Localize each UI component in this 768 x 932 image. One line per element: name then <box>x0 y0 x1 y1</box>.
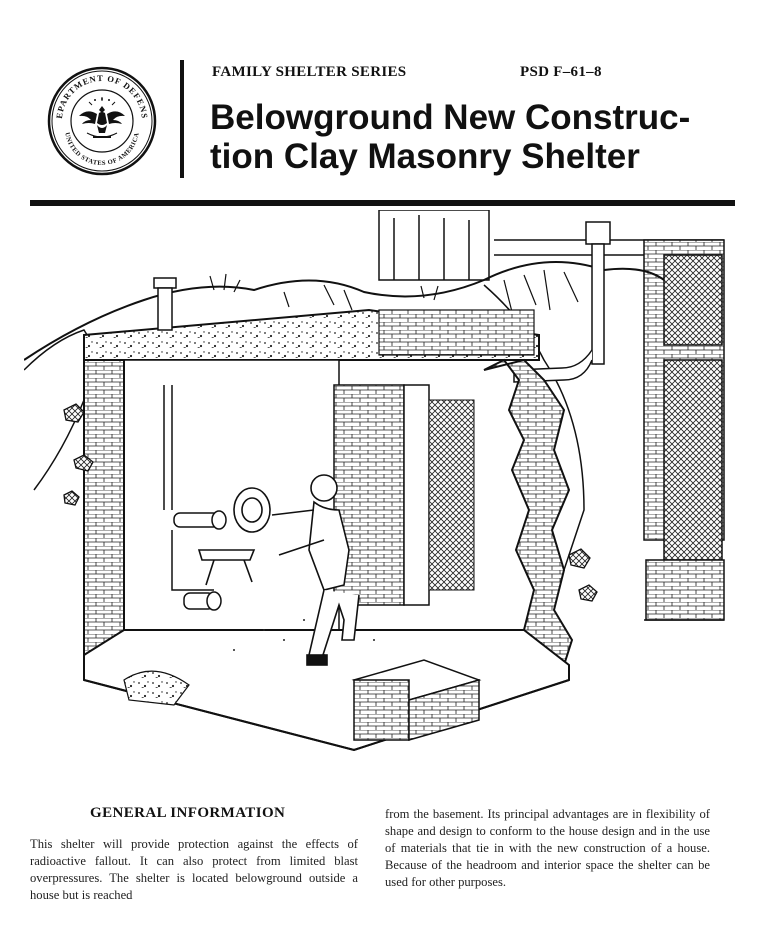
series-label: FAMILY SHELTER SERIES <box>212 64 407 80</box>
department-of-defense-seal <box>47 66 157 176</box>
header-horizontal-rule <box>30 200 735 206</box>
body-text-left-column: This shelter will provide protection against the effects of radioactive fallout. It can also protect from limited blast overpressures. The shelter is located belowground outside a house but is reached <box>30 837 358 902</box>
page-title: Belowground New Construc-tion Clay Masonry Shelter <box>210 98 691 176</box>
svg-text:DEPARTMENT OF DEFENSE: EPARTMENT OF DEFENS <box>53 72 151 120</box>
section-heading: GENERAL INFORMATION <box>90 805 286 821</box>
body-text-right-column: from the basement. Its principal advantages are in flexibility of shape and design to conform to the house design and in the use of materials that tie in with the new construction of a house. Because of the headroom and interior space the shelter can be used for other purposes. <box>385 807 710 889</box>
header-vertical-rule <box>180 60 184 178</box>
svg-text:UNITED STATES OF AMERICA: UNITED STATES OF AMERICA <box>63 131 141 168</box>
shelter-cutaway-illustration <box>24 210 744 770</box>
document-number: PSD F–61–8 <box>520 64 602 80</box>
